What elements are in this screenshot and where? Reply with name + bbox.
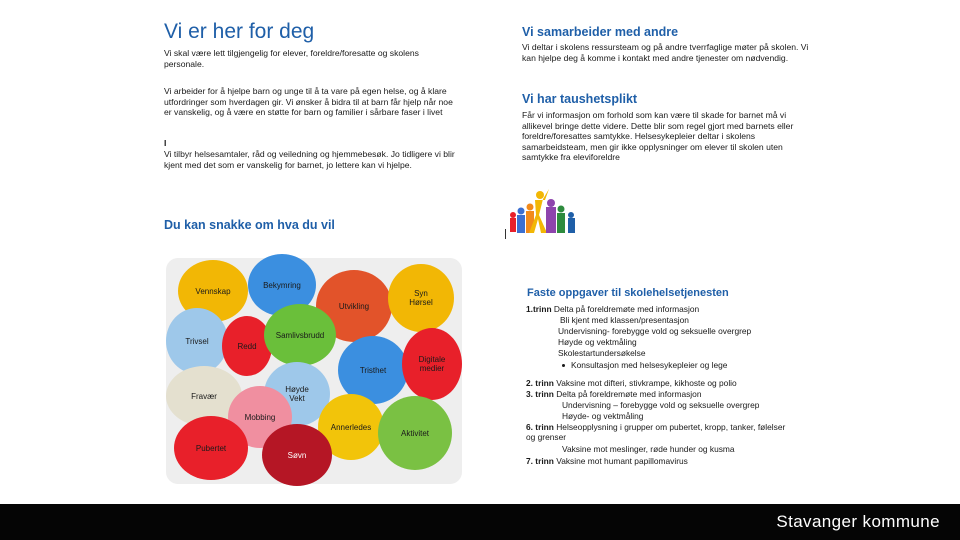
task-row bbox=[558, 326, 751, 336]
task-row bbox=[558, 348, 646, 358]
bubble-label: Aktivitet bbox=[400, 428, 429, 438]
footer-bar bbox=[0, 504, 960, 540]
task-row bbox=[562, 360, 727, 370]
bubble-label: Søvn bbox=[287, 450, 307, 460]
bubble-label: Utvikling bbox=[338, 301, 370, 311]
tasks-heading: Faste oppgaver til skolehelsetjenesten bbox=[527, 287, 729, 299]
child-figure-5-icon bbox=[546, 199, 556, 233]
cooperation-paragraph: Vi deltar i skolens ressursteam og på andre tverrfaglige møter på skolen. Vi kan hjelpe deg å komme i kontakt med andre tjenester om nødvendig. bbox=[522, 42, 809, 63]
bubble-aktivitet bbox=[378, 396, 452, 470]
bubble-digitale-medier bbox=[402, 328, 462, 400]
task-grade: 3. trinn bbox=[526, 389, 554, 399]
divider-mark bbox=[505, 229, 506, 239]
footer-brand: Stavanger kommune bbox=[776, 512, 940, 531]
task-text: Høyde- og vektmåling bbox=[562, 411, 644, 421]
confidentiality-heading: Vi har taushetsplikt bbox=[522, 92, 638, 106]
bubble-syn-horsel bbox=[388, 264, 454, 332]
task-text: Undervisning – forebygge vold og seksuelle overgrep bbox=[562, 400, 760, 410]
task-text: Vaksine mot meslinger, røde hunder og kusma bbox=[562, 444, 735, 454]
bubble-label: Bekymring bbox=[263, 280, 301, 290]
services-paragraph: Vi tilbyr helsesamtaler, råd og veiledning og hjemmebesøk. Jo tidligere vi blir kjent med det som er vanskelig for barnet, jo lettere kan vi hjelpe. bbox=[164, 149, 455, 170]
task-text: Vaksine mot humant papillomavirus bbox=[556, 456, 688, 466]
children-group-illustration bbox=[505, 185, 585, 241]
page-title: Vi er her for deg bbox=[164, 20, 315, 43]
bubble-label: Annerledes bbox=[330, 422, 372, 432]
bubble-label: Fravær bbox=[191, 391, 217, 401]
bubble-label: Vennskap bbox=[195, 286, 231, 296]
child-figure-1-icon bbox=[510, 212, 516, 232]
task-grade: 6. trinn bbox=[526, 422, 554, 432]
bubble-trivsel bbox=[166, 308, 228, 374]
task-text: Vaksine mot difteri, stivkrampe, kikhoste og polio bbox=[556, 378, 737, 388]
bullet-icon bbox=[562, 364, 565, 367]
bubble-label: Syn Hørsel bbox=[409, 289, 433, 307]
task-text: Helseopplysning i grupper om pubertet, kropp, tanker, følelser og grenser bbox=[526, 422, 786, 443]
task-row bbox=[560, 315, 689, 325]
child-figure-6-icon bbox=[557, 206, 565, 234]
task-grade: 2. trinn bbox=[526, 378, 554, 388]
bubble-label: Mobbing bbox=[244, 412, 276, 422]
task-grade: 7. trinn bbox=[526, 456, 554, 466]
bubble-sovn bbox=[262, 424, 332, 486]
cooperation-heading: Vi samarbeider med andre bbox=[522, 25, 679, 39]
task-row bbox=[562, 444, 735, 454]
topics-heading: Du kan snakke om hva du vil bbox=[164, 218, 335, 232]
task-text: Høyde og vektmåling bbox=[558, 337, 637, 347]
task-text: Bli kjent med klassen/presentasjon bbox=[560, 315, 689, 325]
bubble-label: Tristhet bbox=[359, 365, 387, 375]
bubble-label: Samlivsbrudd bbox=[275, 330, 325, 340]
child-figure-7-icon bbox=[568, 212, 575, 233]
task-row bbox=[526, 304, 699, 314]
intro-paragraph: Vi skal være lett tilgjengelig for elever, foreldre/foresatte og skolens personale. bbox=[164, 48, 419, 69]
task-text: Delta på foreldremøte med informasjon bbox=[556, 389, 702, 399]
task-grade: 1.trinn bbox=[526, 304, 552, 314]
confidentiality-paragraph: Får vi informasjon om forhold som kan være til skade for barnet må vi allikevel bringe dette videre. Dette blir som regel gjort med barnets eller foreldre/foresattes samtykke. Helsesykepleier deltar i skolens samarbeidsteam, men gir ikke opplysninger om elever til skolen uten samtykke fra eleviforeldre bbox=[522, 110, 794, 163]
task-text: Skolestartundersøkelse bbox=[558, 348, 646, 358]
task-row bbox=[526, 378, 737, 388]
bubble-label: Pubertet bbox=[195, 443, 227, 453]
mission-paragraph: Vi arbeider for å hjelpe barn og unge til å ta vare på egen helse, og å klare utfordringer som hverdagen gir. Vi ønsker å bidra til at barn får hjelp når noe er vanskelig, og å være en støtte for barn og familier i sårbare faser i livet bbox=[164, 86, 453, 118]
bubble-pubertet bbox=[174, 416, 248, 480]
bubble-redd bbox=[222, 316, 272, 376]
bubble-label: Høyde Vekt bbox=[285, 385, 309, 403]
bubble-label: Redd bbox=[237, 341, 257, 351]
task-row bbox=[558, 337, 637, 347]
child-figure-2-icon bbox=[517, 208, 525, 234]
task-row bbox=[526, 389, 701, 399]
bubble-label: Digitale medier bbox=[418, 355, 446, 373]
task-text: Konsultasjon med helsesykepleier og lege bbox=[571, 360, 728, 370]
task-row bbox=[562, 400, 759, 410]
paragraph-marker: I bbox=[164, 138, 167, 148]
task-row bbox=[562, 411, 643, 421]
bubble-samlivsbrudd bbox=[264, 304, 336, 366]
bubble-label: Trivsel bbox=[185, 336, 209, 346]
task-text: Undervisning- forebygge vold og seksuelle overgrep bbox=[558, 326, 752, 336]
task-row bbox=[526, 456, 688, 466]
topics-bubble-cloud bbox=[166, 258, 462, 484]
task-text: Delta på foreldremøte med informasjon bbox=[553, 304, 700, 314]
task-row bbox=[526, 422, 796, 443]
